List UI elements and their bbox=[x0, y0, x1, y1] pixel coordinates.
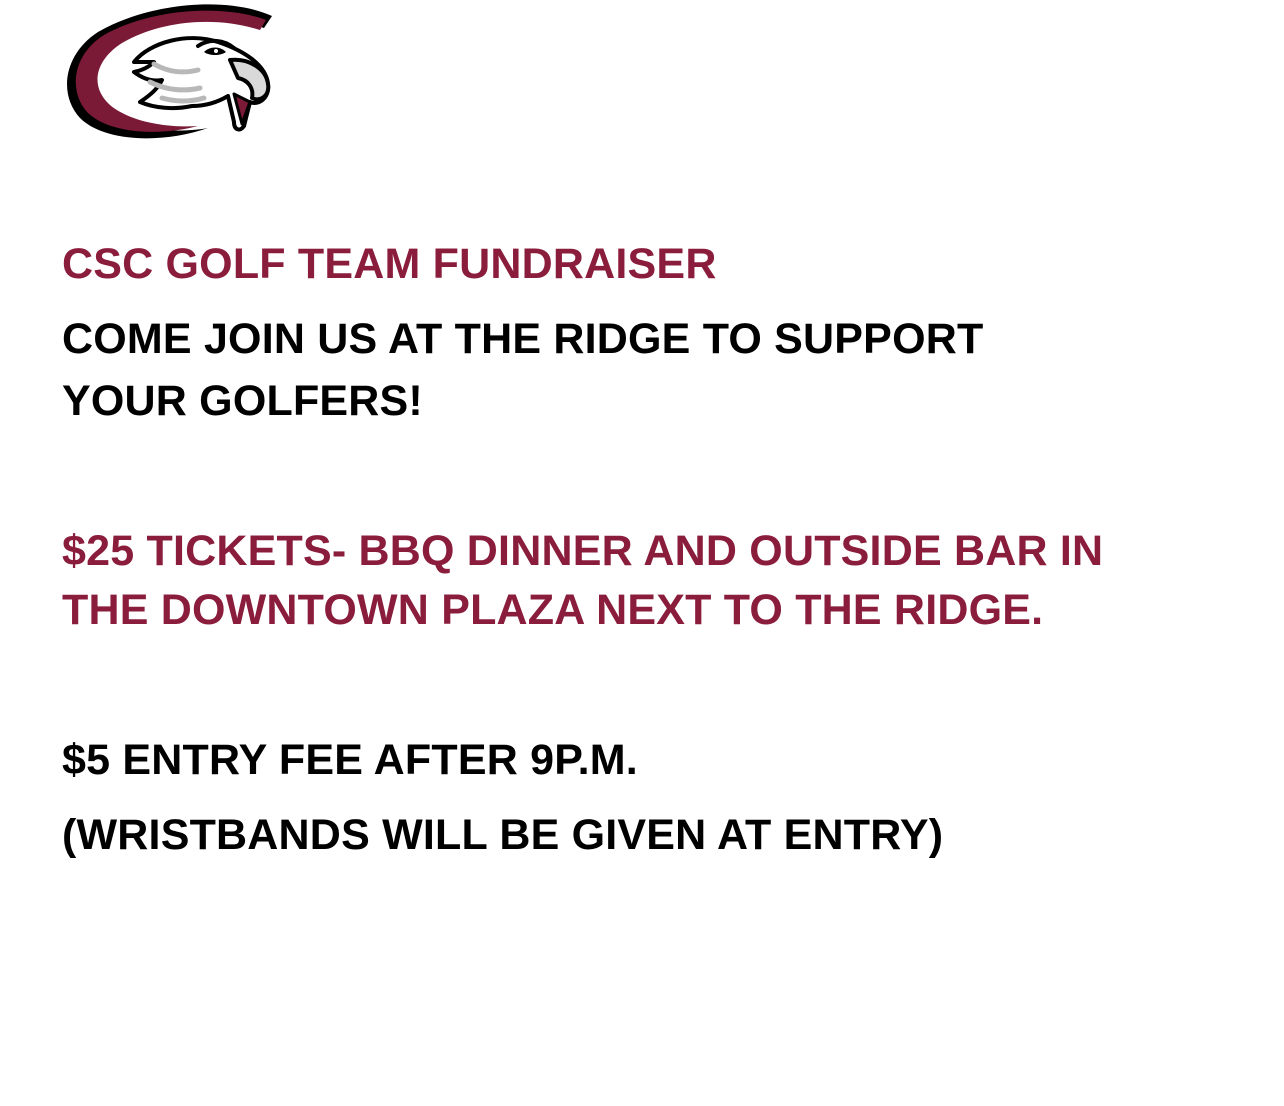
page-title: CSC GOLF TEAM FUNDRAISER bbox=[62, 240, 717, 288]
intro-line-1: COME JOIN US AT THE RIDGE TO SUPPORT bbox=[62, 315, 984, 363]
intro-line-2: YOUR GOLFERS! bbox=[62, 377, 423, 425]
entry-fee: $5 ENTRY FEE AFTER 9P.M. bbox=[62, 736, 638, 784]
wristband-note: (WRISTBANDS WILL BE GIVEN AT ENTRY) bbox=[62, 811, 944, 859]
csc-eagle-logo-icon bbox=[58, 2, 280, 144]
tickets-line-2: THE DOWNTOWN PLAZA NEXT TO THE RIDGE. bbox=[62, 586, 1044, 634]
eagle-eye-highlight bbox=[214, 49, 218, 53]
tickets-line-1: $25 TICKETS- BBQ DINNER AND OUTSIDE BAR IN bbox=[62, 527, 1104, 575]
